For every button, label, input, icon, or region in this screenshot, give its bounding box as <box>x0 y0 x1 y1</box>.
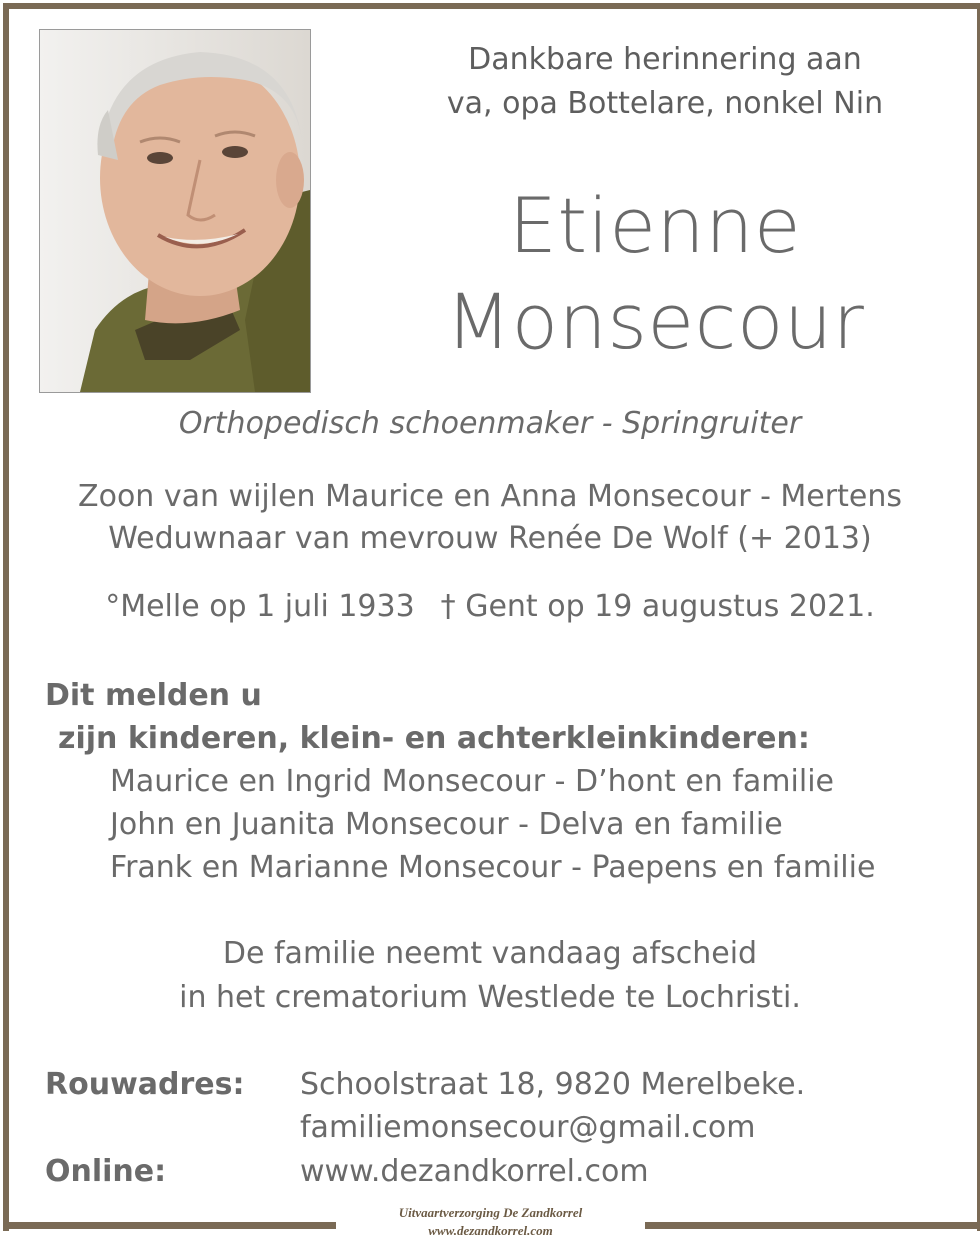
profession: Orthopedisch schoenmaker - Springruiter <box>178 406 802 441</box>
portrait-photo <box>39 29 311 393</box>
address-value: Schoolstraat 18, 9820 Merelbeke. <box>300 1067 806 1102</box>
online-label: Online: <box>45 1154 167 1189</box>
frame-bottom-right <box>645 1222 977 1229</box>
intro-line-1: Dankbare herinnering aan <box>468 42 862 77</box>
family-relations <box>0 476 980 560</box>
email-link[interactable]: familiemonsecour@gmail.com <box>300 1110 756 1145</box>
farewell-line-2: in het crematorium Westlede te Lochristi. <box>179 980 801 1015</box>
deceased-name <box>380 178 930 370</box>
parents-line: Zoon van wijlen Maurice en Anna Monsecour - Mertens <box>78 479 902 514</box>
frame-bottom-left <box>3 1222 336 1229</box>
relatives-list <box>110 760 875 889</box>
announcement-line-1: Dit melden u <box>45 678 262 713</box>
relative-item: John en Juanita Monsecour - Delva en familie <box>110 807 783 842</box>
farewell-line-1: De familie neemt vandaag afscheid <box>222 936 758 971</box>
relative-item: Maurice en Ingrid Monsecour - D’hont en familie <box>110 764 834 799</box>
funeral-home-name: Uitvaartverzorging De Zandkorrel <box>398 1205 583 1220</box>
address-label: Rouwadres: <box>45 1067 245 1102</box>
farewell-text <box>0 932 980 1020</box>
intro-line-2: va, opa Bottelare, nonkel Nin <box>446 86 884 121</box>
announcement-line-2: zijn kinderen, klein- en achterkleinkinderen: <box>58 721 810 756</box>
first-name: Etienne <box>508 181 802 270</box>
funeral-home-footer <box>336 1204 645 1240</box>
intro-text <box>390 38 940 126</box>
life-dates <box>0 585 980 629</box>
last-name: Monsecour <box>445 277 865 366</box>
spouse-line: Weduwnaar van mevrouw Renée De Wolf (+ 2013) <box>108 521 872 556</box>
website-link[interactable]: www.dezandkorrel.com <box>300 1154 649 1189</box>
birth-date: °Melle op 1 juli 1933 <box>105 589 415 624</box>
funeral-home-url[interactable]: www.dezandkorrel.com <box>428 1223 553 1238</box>
death-date: † Gent op 19 augustus 2021. <box>440 589 875 624</box>
relative-item: Frank en Marianne Monsecour - Paepens en familie <box>110 850 876 885</box>
